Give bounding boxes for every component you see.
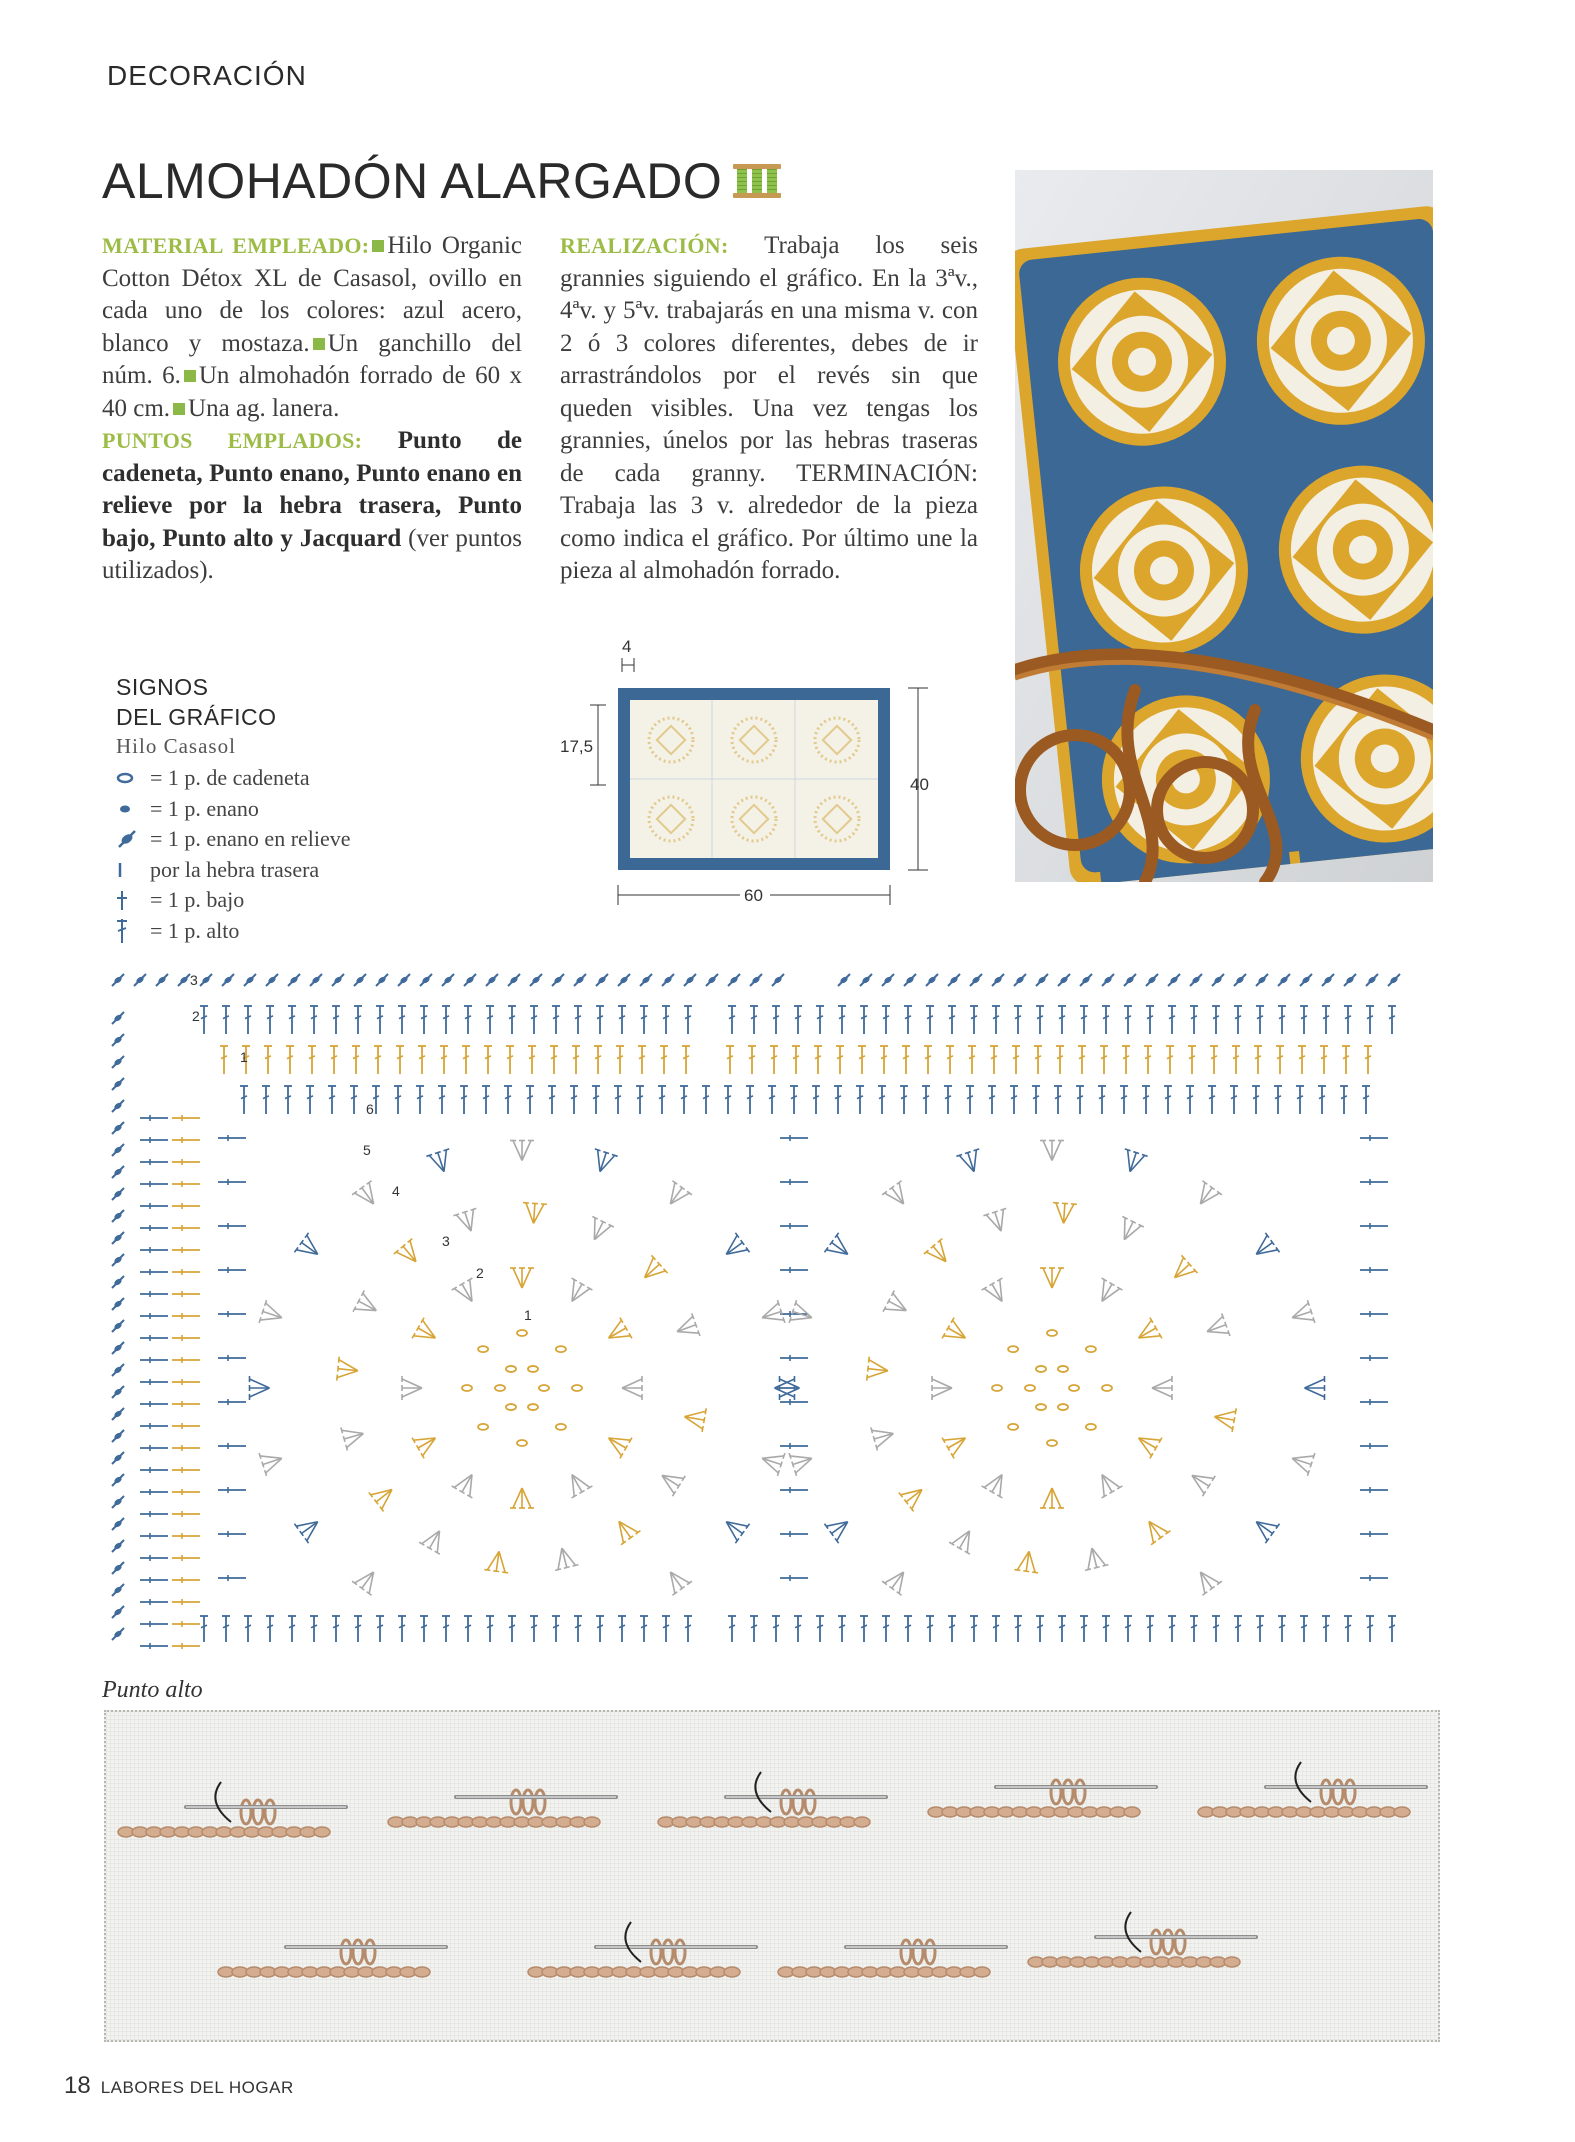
dim-height-total: 40 [910, 775, 929, 794]
terminacion-text: Trabaja las 3 v. alrededor de la pieza como indica el gráfico. Por último une la pieza al almohadón forrado. [560, 492, 978, 584]
back-loop-icon [116, 855, 150, 885]
realizacion-label: REALIZACIÓN: [560, 233, 729, 258]
terminacion-label: TERMINACIÓN: [796, 459, 978, 487]
page-footer [64, 2072, 294, 2100]
material-label: MATERIAL EMPLEADO: [102, 233, 370, 258]
outer-round-label: 1 [240, 1049, 248, 1065]
page-number: 18 [64, 2072, 91, 2099]
realizacion-column [560, 230, 978, 588]
section-tag: DECORACIÓN [107, 60, 307, 91]
relief-slip-stitch-icon [116, 824, 150, 854]
outer-round-label: 3 [190, 972, 198, 988]
crochet-chart [104, 968, 1404, 1658]
granny-round-label: 1 [524, 1307, 532, 1323]
legend-title-1: SIGNOS [116, 674, 209, 700]
granny-round-label: 5 [363, 1142, 371, 1158]
spool-icon [736, 164, 778, 198]
legend-text: = 1 p. enano [150, 795, 259, 821]
granny-round-label: 6 [366, 1101, 374, 1117]
material-text-3: Un almohadón forrado de 60 x 40 cm. [102, 362, 522, 422]
legend-item [116, 855, 416, 886]
legend-text: = 1 p. de cadeneta [150, 765, 310, 790]
single-crochet-icon [116, 885, 150, 915]
legend-item [116, 916, 416, 947]
dim-border: 4 [622, 637, 632, 656]
legend-text: por la hebra trasera [150, 856, 320, 882]
legend-subtitle: Hilo Casasol [116, 734, 236, 758]
legend-title-2: DEL GRÁFICO [116, 704, 277, 730]
outer-round-label: 2 [192, 1008, 200, 1024]
dim-height-inner: 17,5 [560, 737, 594, 756]
slip-stitch-icon [116, 794, 150, 824]
legend-item [116, 794, 416, 825]
dimensions-diagram [560, 630, 950, 915]
granny-round-label: 3 [442, 1233, 450, 1249]
puntos-bold-text: Punto de cadeneta, Punto enano, Punto enano en relieve por la hebra trasera, Punto bajo, Punto alto y Jacquard [102, 427, 523, 552]
legend-item [116, 763, 416, 794]
granny-round-label: 2 [476, 1265, 484, 1281]
dim-width-total: 60 [744, 886, 763, 905]
legend-item [116, 824, 416, 855]
legend-item [116, 885, 416, 916]
granny-round-label: 4 [392, 1183, 400, 1199]
double-crochet-icon [116, 916, 150, 946]
magazine-name: LABORES DEL HOGAR [100, 2078, 294, 2097]
material-text-1: Hilo Organic Cotton Détox XL de Casasol, ovillo en cada uno de los colores: azul acero, blanco y mostaza. [102, 232, 522, 357]
legend-text: = 1 p. enano en relieve [150, 826, 351, 851]
chain-stitch-icon [116, 763, 150, 793]
tutorial-illustrations [104, 1710, 1440, 2042]
tutorial-label: Punto alto [102, 1677, 203, 1703]
pillow-photo [1015, 170, 1433, 882]
material-text-2: Un ganchillo del núm. 6. [102, 329, 522, 389]
puntos-rest-text: (ver puntos utilizados). [102, 524, 523, 584]
material-text-4: Una ag. lanera. [188, 394, 340, 422]
title-text: ALMOHADÓN ALARGADO [102, 153, 723, 209]
materials-column [102, 230, 522, 588]
puntos-label: PUNTOS EMPLADOS: [102, 428, 363, 453]
chart-legend [116, 672, 416, 946]
article-title [102, 152, 778, 210]
legend-text: = 1 p. alto [150, 917, 240, 943]
realizacion-text: Trabaja los seis grannies siguiendo el gráfico. En la 3ªv., 4ªv. y 5ªv. trabajarás en una misma v. con 2 ó 3 colores diferentes, debes de ir arrastrándolos por el revés sin que queden visibles. Una vez tengas los grannies, únelos por las hebras traseras de cada granny. [560, 232, 978, 487]
legend-text: = 1 p. bajo [150, 887, 245, 912]
